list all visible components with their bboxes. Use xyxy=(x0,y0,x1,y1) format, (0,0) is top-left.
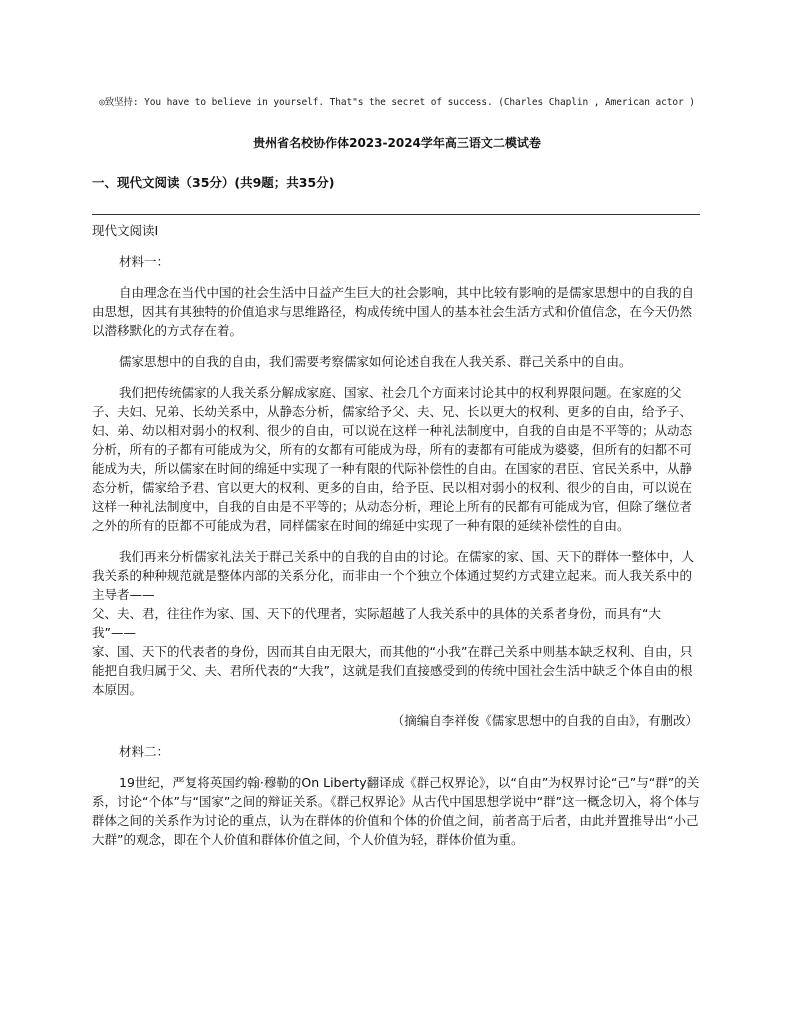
material-1-paragraph-2: 儒家思想中的自我的自由，我们需要考察儒家如何论述自我在人我关系、群己关系中的自由。 xyxy=(119,354,632,369)
passage-heading: 现代文阅读Ⅰ xyxy=(92,223,159,238)
material-1-paragraph-1: 自由理念在当代中国的社会生活中日益产生巨大的社会影响，其中比较有影响的是儒家思想中的自我的自由思想，因其有其独特的价值追求与思维路径，构成传统中国人的基本社会生活方式和价值信念，在今天仍然以潜移默化的方式存在着。 xyxy=(92,285,695,338)
material-1-paragraph-3: 我们把传统儒家的人我关系分解成家庭、国家、社会几个方面来讨论其中的权利界限问题。在家庭的父子、夫妇、兄弟、长幼关系中，从静态分析，儒家给予父、夫、兄、长以更大的权利、更多的自由，给予子、妇、弟、幼以相对弱小的权利、很少的自由，可以说在这样一种礼法制度中，自我的自由是不平等的；从动态分析，所有的子都有可能成为父，所有的女都有可能成为母，所有的妻都有可能成为婆婆，但所有的妇都不可能成为夫，所以儒家在时间的绵延中实现了一种有限的代际补偿性的自由。在国家的君臣、官民关系中，从静态分析，儒家给予君、官以更大的权利、更多的自由，给予臣、民以相对弱小的权利、很少的自由，可以说在这样一种礼法制度中，自我的自由是不平等的；从动态分析，理论上所有的民都有可能成为官，但除了继位者之外的所有的臣都不可能成为君，同样儒家在时间的绵延中实现了一种有限的延续补偿性的自由。 xyxy=(92,385,693,533)
material-1-paragraph-4: 我们再来分析儒家礼法关于群己关系中的自我的自由的讨论。在儒家的家、国、天下的群体一整体中，人我关系的种种规范就是整体内部的关系分化，而非由一个个独立个体通过契约方式建立起来。而人我关系中的主导者—— xyxy=(92,549,695,602)
material-2-label: 材料二： xyxy=(119,744,170,759)
material-1-paragraph-4-continued: 父、夫、君，往往作为家、国、天下的代理者，实际超越了人我关系中的具体的关系者身份，而具有“大我”—— xyxy=(92,606,661,640)
reading-passage xyxy=(92,221,700,849)
material-1-label: 材料一： xyxy=(119,254,170,269)
material-1-source: （摘编自李祥俊《儒家思想中的自我的自由》，有删改） xyxy=(391,713,698,728)
motto-line: ◎致坚持: You have to believe in yourself. That"s the secret of success. (Charles Chaplin , American actor ) xyxy=(99,97,695,108)
material-1-paragraph-4-end: 家、国、天下的代表者的身份，因而其自由无限大，而其他的“小我”在群己关系中则基本缺乏权利、自由，只能把自我归属于父、夫、君所代表的“大我”，这就是我们直接感受到的传统中国社会生活中缺乏个体自由的根本原因。 xyxy=(92,644,693,697)
section-divider xyxy=(92,214,700,215)
exam-title: 贵州省名校协作体2023-2024学年高三语文二模试卷 xyxy=(253,136,541,150)
section-heading: 一、现代文阅读（35分）(共9题；共35分) xyxy=(92,175,335,190)
material-2-paragraph-1: 19世纪，严复将英国约翰·穆勒的On Liberty翻译成《群己权界论》，以“自由”为权界讨论“己”与“群”的关系，讨论“个体”与“国家”之间的辩证关系。《群己权界论》从古代中国思想学说中“群”这一概念切入，将个体与群体之间的关系作为讨论的重点，认为在群体的价值和个体的价值之间，前者高于后者，由此并置推导出“小己大群”的观念，即在个人价值和群体价值之间，个人价值为轻，群体价值为重。 xyxy=(92,775,700,847)
